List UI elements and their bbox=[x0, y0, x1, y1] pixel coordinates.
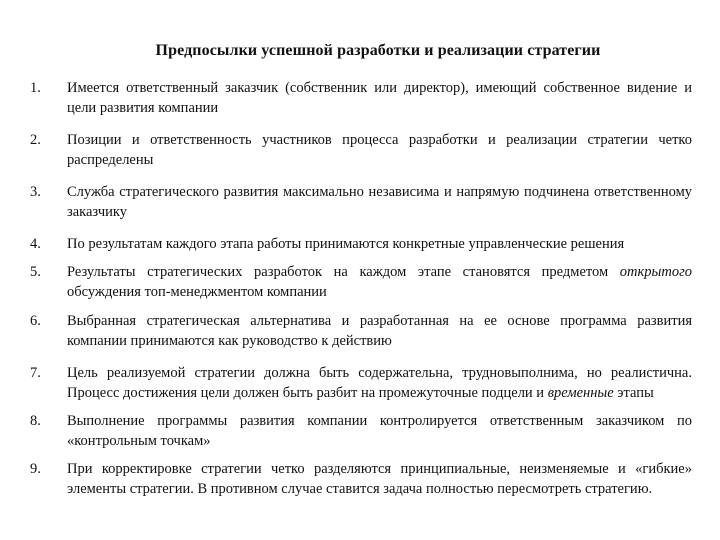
item-number: 8. bbox=[30, 413, 41, 429]
item-text-italic: открытого bbox=[619, 264, 692, 280]
list-item bbox=[30, 182, 692, 222]
list-item bbox=[30, 78, 692, 118]
page-title: Предпосылки успешной разработки и реализации стратегии bbox=[155, 42, 601, 59]
item-text bbox=[67, 262, 692, 302]
item-text-after: этапы bbox=[613, 385, 654, 401]
item-number: 9. bbox=[30, 461, 41, 477]
numbered-list bbox=[30, 78, 692, 499]
item-text: Позиции и ответственность участников процесса разработки и реализации стратегии четко распределены bbox=[67, 132, 692, 168]
list-item bbox=[30, 262, 692, 302]
item-text bbox=[67, 363, 692, 403]
item-text: Служба стратегического развития максимально независима и напрямую подчинена ответственному заказчику bbox=[67, 184, 692, 220]
item-number: 2. bbox=[30, 132, 41, 148]
list-item bbox=[30, 411, 692, 451]
item-number: 3. bbox=[30, 184, 41, 200]
list-item bbox=[30, 234, 692, 254]
item-number: 4. bbox=[30, 236, 41, 252]
list-item bbox=[30, 311, 692, 351]
item-number: 7. bbox=[30, 365, 41, 381]
item-text: Выполнение программы развития компании контролируется ответственным заказчиком по «контрольным точкам» bbox=[67, 413, 692, 449]
item-number: 5. bbox=[30, 264, 41, 280]
list-item bbox=[30, 130, 692, 170]
item-text-before: Результаты стратегических разработок на каждом этапе становятся предметом bbox=[67, 264, 620, 280]
item-text: Выбранная стратегическая альтернатива и разработанная на ее основе программа развития компании принимаются как руководство к действию bbox=[67, 313, 692, 349]
item-text: При корректировке стратегии четко разделяются принципиальные, неизменяемые и «гибкие» элементы стратегии. В противном случае ставится задача полностью пересмотреть стратегию. bbox=[67, 461, 692, 497]
item-text-before: Цель реализуемой стратегии должна быть содержательна, трудновыполнима, но реалистична. Процесс достижения цели должен быть разбит на промежуточные подцели и bbox=[67, 365, 692, 401]
item-number: 1. bbox=[30, 80, 41, 96]
list-item bbox=[30, 459, 692, 499]
item-text-after: обсуждения топ-менеджментом компании bbox=[67, 284, 327, 300]
item-number: 6. bbox=[30, 313, 41, 329]
item-text: Имеется ответственный заказчик (собственник или директор), имеющий собственное видение и цели развития компании bbox=[67, 80, 692, 116]
item-text: По результатам каждого этапа работы принимаются конкретные управленческие решения bbox=[67, 236, 625, 252]
item-text-italic: временные bbox=[547, 385, 614, 401]
list-item bbox=[30, 363, 692, 403]
